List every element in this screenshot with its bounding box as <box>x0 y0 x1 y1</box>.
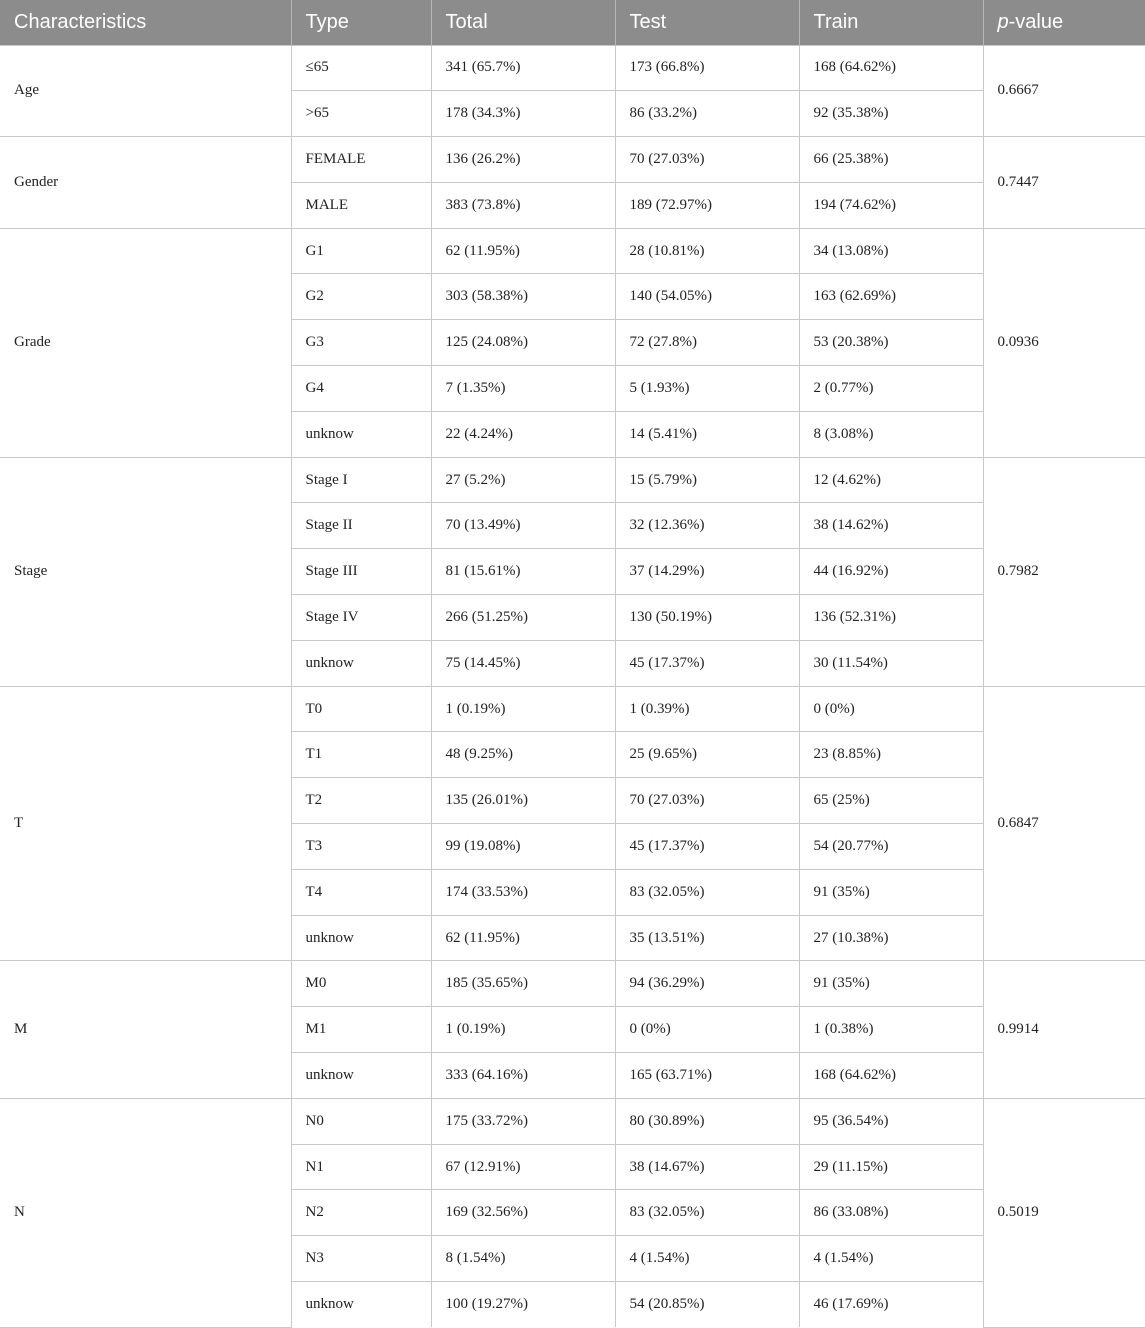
test-cell: 83 (32.05%) <box>615 869 799 915</box>
train-cell: 136 (52.31%) <box>799 595 983 641</box>
characteristic-cell: Age <box>0 45 291 137</box>
type-cell: MALE <box>291 182 431 228</box>
type-cell: Stage I <box>291 457 431 503</box>
train-cell: 91 (35%) <box>799 869 983 915</box>
type-cell: G3 <box>291 320 431 366</box>
total-cell: 48 (9.25%) <box>431 732 615 778</box>
total-cell: 62 (11.95%) <box>431 228 615 274</box>
type-cell: N2 <box>291 1190 431 1236</box>
test-cell: 38 (14.67%) <box>615 1144 799 1190</box>
header-total: Total <box>431 0 615 45</box>
total-cell: 27 (5.2%) <box>431 457 615 503</box>
type-cell: M0 <box>291 961 431 1007</box>
train-cell: 53 (20.38%) <box>799 320 983 366</box>
type-cell: T4 <box>291 869 431 915</box>
test-cell: 37 (14.29%) <box>615 549 799 595</box>
test-cell: 32 (12.36%) <box>615 503 799 549</box>
test-cell: 70 (27.03%) <box>615 137 799 183</box>
characteristic-cell: M <box>0 961 291 1098</box>
header-train: Train <box>799 0 983 45</box>
total-cell: 70 (13.49%) <box>431 503 615 549</box>
type-cell: G4 <box>291 366 431 412</box>
test-cell: 94 (36.29%) <box>615 961 799 1007</box>
type-cell: T2 <box>291 778 431 824</box>
header-row <box>0 0 1145 45</box>
total-cell: 81 (15.61%) <box>431 549 615 595</box>
type-cell: T0 <box>291 686 431 732</box>
train-cell: 54 (20.77%) <box>799 824 983 870</box>
train-cell: 66 (25.38%) <box>799 137 983 183</box>
header-type: Type <box>291 0 431 45</box>
test-cell: 4 (1.54%) <box>615 1236 799 1282</box>
test-cell: 35 (13.51%) <box>615 915 799 961</box>
train-cell: 12 (4.62%) <box>799 457 983 503</box>
train-cell: 23 (8.85%) <box>799 732 983 778</box>
pvalue-cell: 0.0936 <box>983 228 1145 457</box>
test-cell: 70 (27.03%) <box>615 778 799 824</box>
type-cell: N1 <box>291 1144 431 1190</box>
table-row <box>0 45 1145 91</box>
header-pvalue <box>983 0 1145 45</box>
train-cell: 91 (35%) <box>799 961 983 1007</box>
test-cell: 189 (72.97%) <box>615 182 799 228</box>
test-cell: 80 (30.89%) <box>615 1098 799 1144</box>
test-cell: 0 (0%) <box>615 1007 799 1053</box>
train-cell: 65 (25%) <box>799 778 983 824</box>
characteristic-cell: N <box>0 1098 291 1327</box>
total-cell: 333 (64.16%) <box>431 1053 615 1099</box>
total-cell: 266 (51.25%) <box>431 595 615 641</box>
table-row <box>0 961 1145 1007</box>
type-cell: >65 <box>291 91 431 137</box>
total-cell: 383 (73.8%) <box>431 182 615 228</box>
total-cell: 75 (14.45%) <box>431 640 615 686</box>
type-cell: G2 <box>291 274 431 320</box>
total-cell: 100 (19.27%) <box>431 1282 615 1328</box>
test-cell: 25 (9.65%) <box>615 732 799 778</box>
total-cell: 174 (33.53%) <box>431 869 615 915</box>
total-cell: 303 (58.38%) <box>431 274 615 320</box>
train-cell: 27 (10.38%) <box>799 915 983 961</box>
test-cell: 173 (66.8%) <box>615 45 799 91</box>
type-cell: N0 <box>291 1098 431 1144</box>
test-cell: 1 (0.39%) <box>615 686 799 732</box>
type-cell: N3 <box>291 1236 431 1282</box>
table-row <box>0 457 1145 503</box>
header-pvalue-suffix: -value <box>1008 10 1064 33</box>
total-cell: 1 (0.19%) <box>431 686 615 732</box>
type-cell: unknow <box>291 1053 431 1099</box>
test-cell: 28 (10.81%) <box>615 228 799 274</box>
type-cell: unknow <box>291 915 431 961</box>
total-cell: 99 (19.08%) <box>431 824 615 870</box>
test-cell: 83 (32.05%) <box>615 1190 799 1236</box>
pvalue-cell: 0.6667 <box>983 45 1145 137</box>
train-cell: 46 (17.69%) <box>799 1282 983 1328</box>
pvalue-cell: 0.5019 <box>983 1098 1145 1327</box>
header-test: Test <box>615 0 799 45</box>
type-cell: Stage II <box>291 503 431 549</box>
total-cell: 185 (35.65%) <box>431 961 615 1007</box>
train-cell: 44 (16.92%) <box>799 549 983 595</box>
train-cell: 86 (33.08%) <box>799 1190 983 1236</box>
test-cell: 130 (50.19%) <box>615 595 799 641</box>
characteristic-cell: Gender <box>0 137 291 229</box>
total-cell: 125 (24.08%) <box>431 320 615 366</box>
type-cell: T1 <box>291 732 431 778</box>
table-row <box>0 228 1145 274</box>
type-cell: T3 <box>291 824 431 870</box>
total-cell: 135 (26.01%) <box>431 778 615 824</box>
train-cell: 163 (62.69%) <box>799 274 983 320</box>
header-pvalue-p: p <box>997 10 1009 33</box>
table-row <box>0 686 1145 732</box>
train-cell: 1 (0.38%) <box>799 1007 983 1053</box>
train-cell: 34 (13.08%) <box>799 228 983 274</box>
train-cell: 168 (64.62%) <box>799 45 983 91</box>
train-cell: 92 (35.38%) <box>799 91 983 137</box>
test-cell: 165 (63.71%) <box>615 1053 799 1099</box>
train-cell: 38 (14.62%) <box>799 503 983 549</box>
header-characteristics: Characteristics <box>0 0 291 45</box>
train-cell: 168 (64.62%) <box>799 1053 983 1099</box>
type-cell: Stage IV <box>291 595 431 641</box>
test-cell: 140 (54.05%) <box>615 274 799 320</box>
pvalue-cell: 0.7982 <box>983 457 1145 686</box>
test-cell: 54 (20.85%) <box>615 1282 799 1328</box>
type-cell: FEMALE <box>291 137 431 183</box>
type-cell: ≤65 <box>291 45 431 91</box>
train-cell: 95 (36.54%) <box>799 1098 983 1144</box>
type-cell: unknow <box>291 411 431 457</box>
type-cell: unknow <box>291 640 431 686</box>
characteristic-cell: T <box>0 686 291 961</box>
train-cell: 2 (0.77%) <box>799 366 983 412</box>
type-cell: M1 <box>291 1007 431 1053</box>
train-cell: 29 (11.15%) <box>799 1144 983 1190</box>
test-cell: 15 (5.79%) <box>615 457 799 503</box>
test-cell: 86 (33.2%) <box>615 91 799 137</box>
total-cell: 175 (33.72%) <box>431 1098 615 1144</box>
train-cell: 194 (74.62%) <box>799 182 983 228</box>
pvalue-cell: 0.7447 <box>983 137 1145 229</box>
test-cell: 45 (17.37%) <box>615 640 799 686</box>
train-cell: 0 (0%) <box>799 686 983 732</box>
total-cell: 1 (0.19%) <box>431 1007 615 1053</box>
total-cell: 169 (32.56%) <box>431 1190 615 1236</box>
train-cell: 30 (11.54%) <box>799 640 983 686</box>
test-cell: 72 (27.8%) <box>615 320 799 366</box>
total-cell: 7 (1.35%) <box>431 366 615 412</box>
table-header <box>0 0 1145 45</box>
test-cell: 5 (1.93%) <box>615 366 799 412</box>
total-cell: 67 (12.91%) <box>431 1144 615 1190</box>
total-cell: 341 (65.7%) <box>431 45 615 91</box>
table-body <box>0 45 1145 1327</box>
total-cell: 22 (4.24%) <box>431 411 615 457</box>
train-cell: 4 (1.54%) <box>799 1236 983 1282</box>
train-cell: 8 (3.08%) <box>799 411 983 457</box>
table-row <box>0 137 1145 183</box>
characteristic-cell: Grade <box>0 228 291 457</box>
pvalue-cell: 0.9914 <box>983 961 1145 1098</box>
total-cell: 8 (1.54%) <box>431 1236 615 1282</box>
pvalue-cell: 0.6847 <box>983 686 1145 961</box>
test-cell: 14 (5.41%) <box>615 411 799 457</box>
table-row <box>0 1098 1145 1144</box>
total-cell: 178 (34.3%) <box>431 91 615 137</box>
total-cell: 136 (26.2%) <box>431 137 615 183</box>
characteristic-cell: Stage <box>0 457 291 686</box>
type-cell: Stage III <box>291 549 431 595</box>
type-cell: G1 <box>291 228 431 274</box>
total-cell: 62 (11.95%) <box>431 915 615 961</box>
test-cell: 45 (17.37%) <box>615 824 799 870</box>
type-cell: unknow <box>291 1282 431 1328</box>
